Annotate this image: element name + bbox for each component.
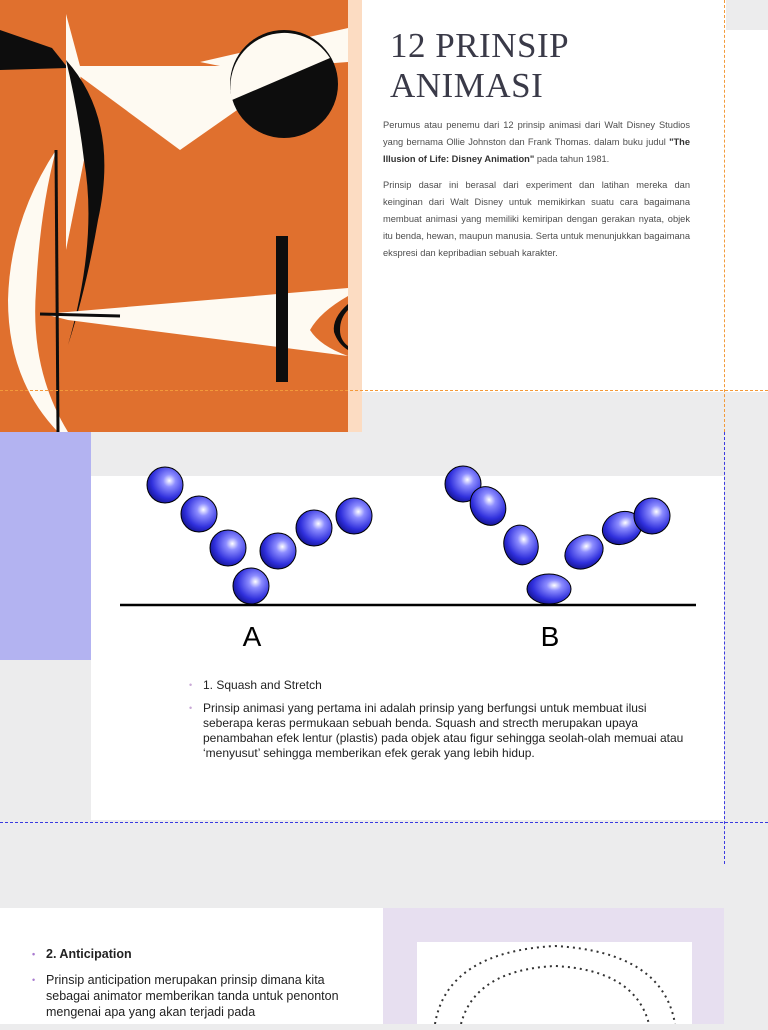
art-black-line-2 bbox=[40, 314, 120, 316]
ball bbox=[233, 568, 269, 604]
anticipation-figure bbox=[417, 942, 692, 1024]
ball bbox=[499, 521, 542, 568]
ball bbox=[210, 530, 246, 566]
dotted-arc-outer bbox=[435, 946, 675, 1024]
list-item: • Prinsip anticipation merupakan prinsip dimana kita sebagai animator memberikan tanda untuk penonton mengenai apa yang akan terjadi pada bbox=[32, 972, 352, 1020]
ball bbox=[559, 528, 610, 576]
figure-label-b: B bbox=[540, 621, 560, 652]
squash-stretch-list bbox=[189, 678, 689, 769]
ball bbox=[634, 498, 670, 534]
page-title: 12 PRINSIP ANIMASI bbox=[390, 26, 568, 105]
slide-2-accent-block bbox=[0, 432, 91, 660]
book-title: "The Illusion of Life: Disney Animation" bbox=[383, 137, 690, 164]
ball bbox=[260, 533, 296, 569]
figure-label-a: A bbox=[242, 621, 262, 652]
art-black-bar bbox=[276, 236, 288, 382]
ball bbox=[296, 510, 332, 546]
figure-b-balls bbox=[445, 466, 670, 604]
ball bbox=[527, 574, 571, 604]
intro-paragraph: Perumus atau penemu dari 12 prinsip animasi dari Walt Disney Studios yang bernama Ollie Johnston dan Frank Thomas. dalam buku judul "The Illusion of Life: Disney Animation" pada tahun 1981. bbox=[383, 120, 690, 164]
slide-1-peach-strip bbox=[348, 0, 362, 432]
ball bbox=[147, 467, 183, 503]
principle-paragraph: Prinsip dasar ini berasal dari experiment dan latihan mereka dan keinginan dari Walt Disney untuk memikirkan suatu cara bagaimana membuat animasi yang memiliki kemiripan dengan gerakan nyata, objek itu benda, hewan, maupun manusia. Serta untuk menunjukkan bagaimana ekspresi dan kepribadian sebuah karakter. bbox=[383, 180, 690, 258]
guide-line-vertical-blue bbox=[724, 432, 725, 864]
guide-line-horizontal-blue bbox=[0, 822, 768, 823]
ball bbox=[336, 498, 372, 534]
squash-stretch-figure bbox=[100, 452, 710, 657]
anticipation-list bbox=[32, 946, 352, 1030]
list-item: • 1. Squash and Stretch bbox=[189, 678, 689, 693]
abstract-artwork bbox=[0, 0, 348, 432]
guide-line-horizontal bbox=[0, 390, 768, 391]
guide-line-vertical bbox=[724, 0, 725, 432]
slide-1-right-strip bbox=[726, 30, 768, 392]
figure-a-balls bbox=[147, 467, 372, 604]
list-item: • Prinsip animasi yang pertama ini adalah prinsip yang berfungsi untuk membuat ilusi seberapa keras permukaan sebuah benda. Squash and strecth merupakan upaya penambahan efek lentur (plastis) pada objek atau figur sehingga seolah-olah memuai atau ‘menyusut’ sehingga memberikan efek gerak yang lebih hidup. bbox=[189, 701, 689, 761]
ball bbox=[181, 496, 217, 532]
list-item: • 2. Anticipation bbox=[32, 946, 352, 962]
dotted-arc-inner bbox=[461, 966, 649, 1024]
